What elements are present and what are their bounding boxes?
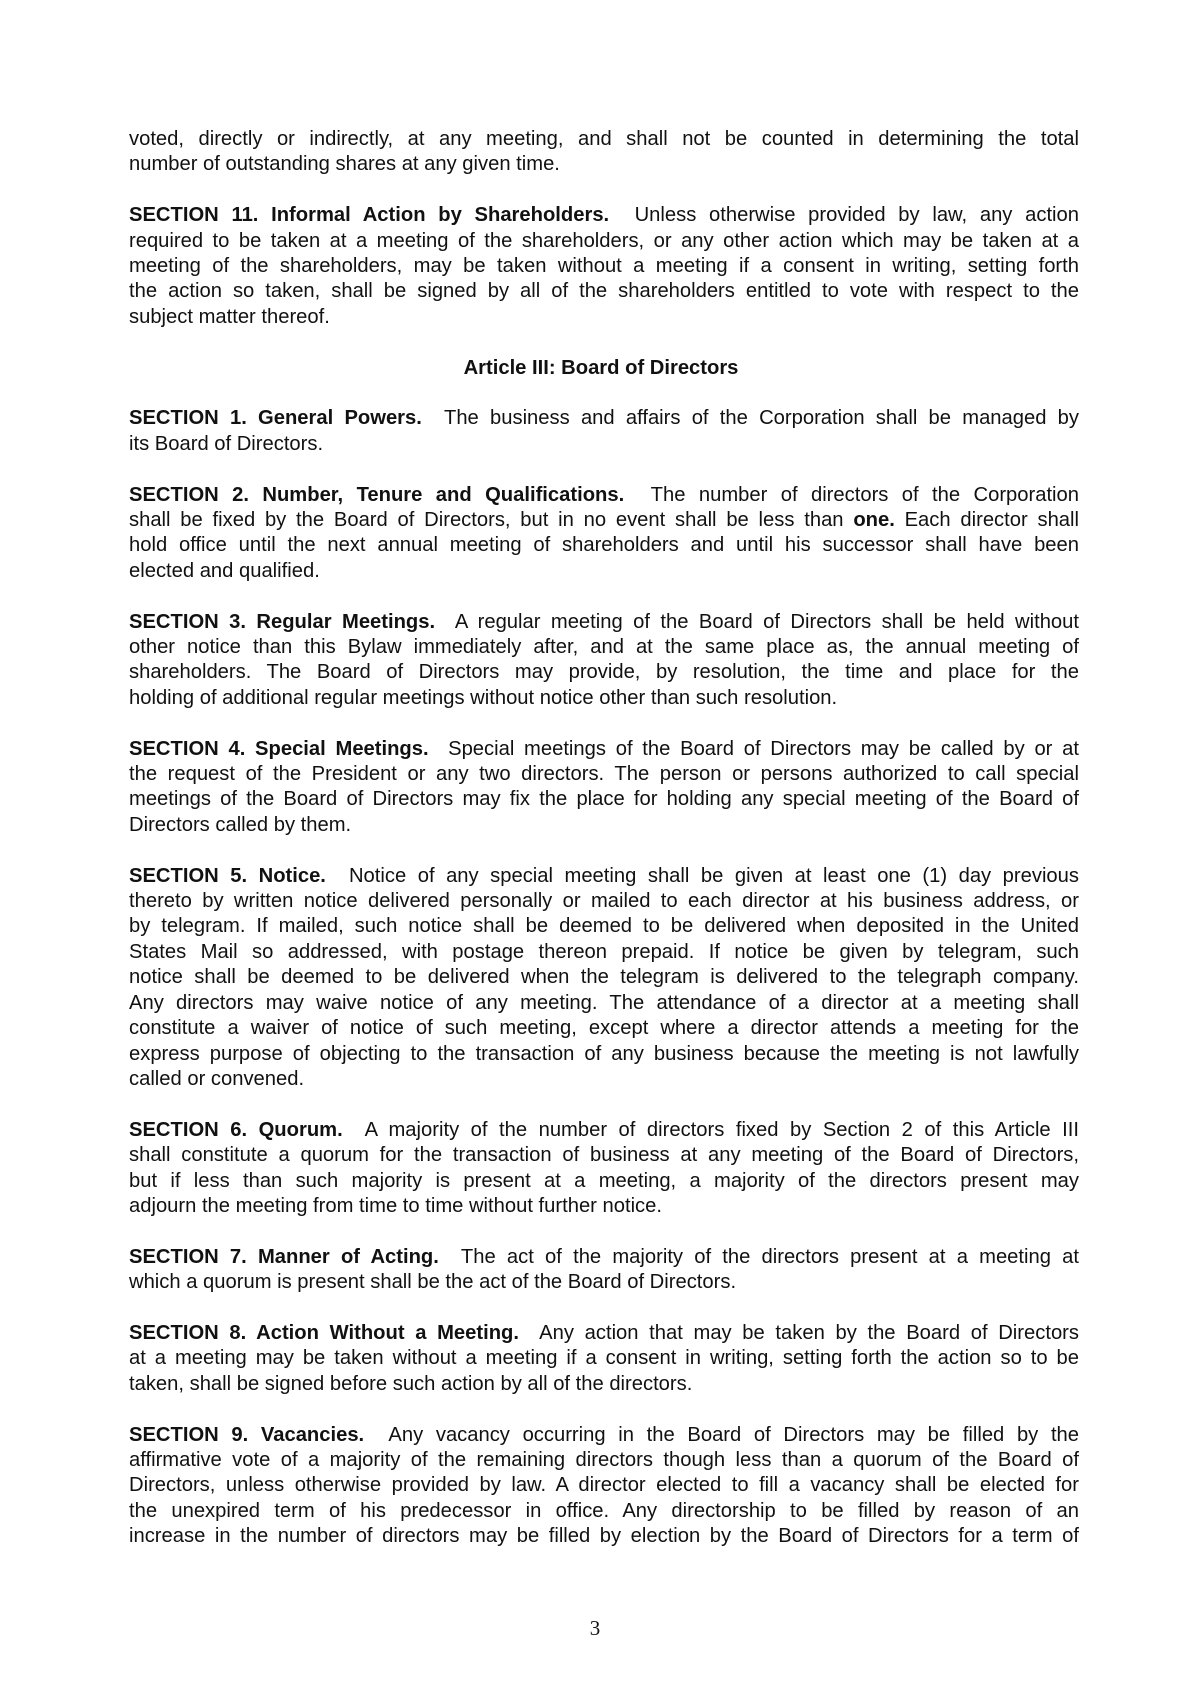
text-line: the unexpired term of his predecessor in office. Any directorship to be filled by reason of an xyxy=(129,1499,1079,1522)
section-9 xyxy=(129,1423,1079,1550)
text-line: the action so taken, shall be signed by all of the shareholders entitled to vote with respect to the xyxy=(129,280,1079,303)
text-line: Any vacancy occurring in the Board of Directors may be filled by the xyxy=(364,1423,1080,1446)
text-line: required to be taken at a meeting of the shareholders, or any other action which may be taken at a xyxy=(129,229,1079,252)
continuation-paragraph xyxy=(129,127,1079,178)
text-line: The act of the majority of the directors present at a meeting at xyxy=(438,1245,1079,1268)
text-line: affirmative vote of a majority of the remaining directors though less than a quorum of the Board of xyxy=(129,1448,1079,1471)
section-8 xyxy=(129,1321,1079,1397)
text-line: Each director shall xyxy=(894,509,1079,532)
text-line: by telegram. If mailed, such notice shall be deemed to be delivered when deposited in the United xyxy=(129,915,1079,938)
text-line: Special meetings of the Board of Directors may be called by or at xyxy=(428,737,1079,760)
text-line: meeting of the shareholders, may be taken without a meeting if a consent in writing, setting forth xyxy=(129,255,1079,278)
text-line: Directors called by them. xyxy=(129,813,352,836)
text-line: The number of directors of the Corporation xyxy=(624,483,1080,506)
document-page xyxy=(129,127,1079,1575)
section-11 xyxy=(129,203,1079,330)
text-line: Any directors may waive notice of any meeting. The attendance of a director at a meeting shall xyxy=(129,991,1079,1014)
text-line: increase in the number of directors may be filled by election by the Board of Directors for a term of xyxy=(129,1525,1079,1548)
text-line: express purpose of objecting to the transaction of any business because the meeting is not lawfully xyxy=(129,1042,1079,1065)
text-line: notice shall be deemed to be delivered when the telegram is delivered to the telegraph company. xyxy=(129,966,1079,989)
text-line: A regular meeting of the Board of Directors shall be held without xyxy=(435,610,1079,633)
section-2 xyxy=(129,483,1079,585)
text-line: The business and affairs of the Corporation shall be managed by xyxy=(421,407,1079,430)
text-line: Notice of any special meeting shall be given at least one (1) day previous xyxy=(325,864,1079,887)
bold-inline: one. xyxy=(853,509,895,532)
text-line: thereto by written notice delivered personally or mailed to each director at his business address, or xyxy=(129,890,1079,913)
text-line: meetings of the Board of Directors may fix the place for holding any special meeting of the Board of xyxy=(129,788,1079,811)
section-7 xyxy=(129,1245,1079,1296)
text-line: hold office until the next annual meeting of shareholders and until his successor shall have been xyxy=(129,534,1079,557)
text-line: shall constitute a quorum for the transaction of business at any meeting of the Board of Directors, xyxy=(129,1144,1079,1167)
text-line: Unless otherwise provided by law, any action xyxy=(609,204,1079,227)
text-line: which a quorum is present shall be the act of the Board of Directors. xyxy=(129,1271,737,1294)
section-title: SECTION 8. Action Without a Meeting. xyxy=(129,1321,519,1344)
article-heading: Article III: Board of Directors xyxy=(463,356,739,379)
text-line: but if less than such majority is present at a meeting, a majority of the directors present may xyxy=(129,1169,1079,1192)
page-number: 3 xyxy=(589,1616,601,1640)
text-line: other notice than this Bylaw immediately after, and at the same place as, the annual meeting of xyxy=(129,636,1079,659)
text-line: elected and qualified. xyxy=(129,559,320,582)
section-title: SECTION 9. Vacancies. xyxy=(129,1423,365,1446)
text-line: subject matter thereof. xyxy=(129,305,330,328)
text-line: States Mail so addressed, with postage thereon prepaid. If notice be given by telegram, such xyxy=(129,940,1079,963)
text-line: shall be fixed by the Board of Directors, but in no event shall be less than xyxy=(129,509,854,532)
text-line: adjourn the meeting from time to time without further notice. xyxy=(129,1194,662,1217)
text-line: at a meeting may be taken without a meeting if a consent in writing, setting forth the action so to be xyxy=(129,1347,1079,1370)
text-line: number of outstanding shares at any given time. xyxy=(129,153,560,176)
section-5 xyxy=(129,864,1079,1093)
section-title: SECTION 7. Manner of Acting. xyxy=(129,1245,439,1268)
section-3 xyxy=(129,610,1079,712)
text-line: shareholders. The Board of Directors may provide, by resolution, the time and place for the xyxy=(129,661,1079,684)
text-line: Any action that may be taken by the Board of Directors xyxy=(518,1321,1079,1344)
section-title: SECTION 1. General Powers. xyxy=(129,407,422,430)
text-line: called or convened. xyxy=(129,1067,305,1090)
section-4 xyxy=(129,737,1079,839)
text-line: the request of the President or any two directors. The person or persons authorized to call special xyxy=(129,763,1079,786)
section-title: SECTION 2. Number, Tenure and Qualifications. xyxy=(129,483,625,506)
section-1 xyxy=(129,406,1079,457)
section-title: SECTION 11. Informal Action by Shareholders. xyxy=(129,204,610,227)
text-line: taken, shall be signed before such action by all of the directors. xyxy=(129,1372,693,1395)
text-line: voted, directly or indirectly, at any meeting, and shall not be counted in determining the total xyxy=(129,128,1079,150)
text-line: Directors, unless otherwise provided by law. A director elected to fill a vacancy shall be elected for xyxy=(129,1474,1079,1497)
section-6 xyxy=(129,1118,1079,1220)
text-line: its Board of Directors. xyxy=(129,432,324,455)
text-line: holding of additional regular meetings without notice other than such resolution. xyxy=(129,686,838,709)
text-line: A majority of the number of directors fixed by Section 2 of this Article III xyxy=(342,1118,1079,1141)
section-title: SECTION 6. Quorum. xyxy=(129,1118,343,1141)
section-title: SECTION 3. Regular Meetings. xyxy=(129,610,436,633)
section-title: SECTION 5. Notice. xyxy=(129,864,326,887)
text-line: constitute a waiver of notice of such meeting, except where a director attends a meeting for the xyxy=(129,1017,1079,1040)
section-title: SECTION 4. Special Meetings. xyxy=(129,737,429,760)
